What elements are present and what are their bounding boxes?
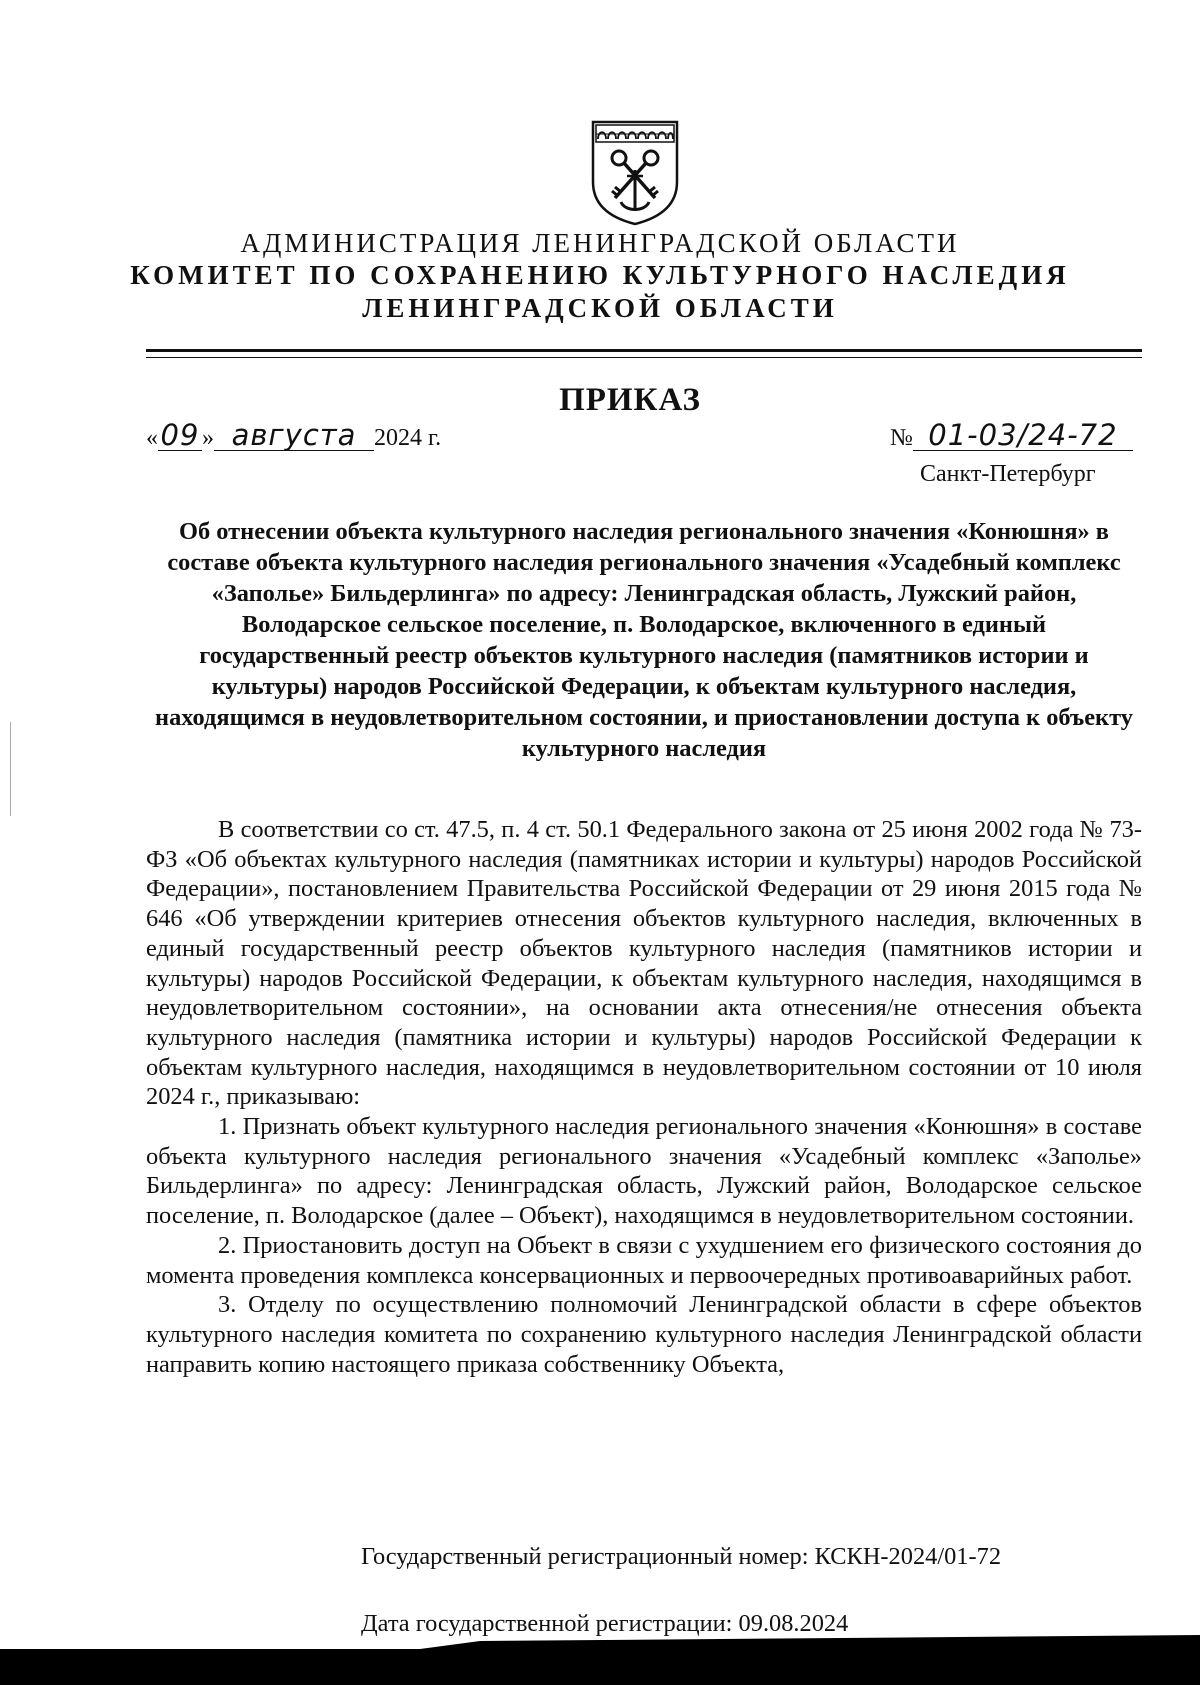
- item-3-paragraph: 3. Отделу по осуществлению полномочий Ленинградской области в сфере объектов культурного наследия комитета по сохранению культурного наследия Ленинградской области направить копию настоящего приказа собственнику Объекта,: [146, 1291, 1142, 1378]
- header-administration: АДМИНИСТРАЦИЯ ЛЕНИНГРАДСКОЙ ОБЛАСТИ: [240, 228, 960, 258]
- order-number: [890, 420, 1133, 452]
- order-subject: Об отнесении объекта культурного наследия регионального значения «Конюшня» в составе объекта культурного наследия регионального значения «Усадебный комплекс «Заполье» Бильдерлинга» по адресу: Ленинградская область, Лужский район, Володарское сельское поселение, п. Володарское, включенного в единый государственный реестр объектов культурного наследия (памятников истории и культуры) народов Российской Федерации, к объектам культурного наследия, находящимся в неудовлетворительном состоянии, и приостановлении доступа к объекту культурного наследия: [155, 518, 1133, 762]
- date-month-field: августа: [214, 420, 374, 451]
- item-2-paragraph: 2. Приостановить доступ на Объект в связи с ухудшением его физического состояния до момента проведения комплекса консервационных и первоочередных противоаварийных работ.: [146, 1231, 1142, 1289]
- number-label: №: [890, 425, 913, 451]
- header-region: ЛЕНИНГРАДСКОЙ ОБЛАСТИ: [362, 293, 838, 323]
- order-body: [146, 815, 1142, 1379]
- date-year: 2024 г.: [374, 425, 442, 451]
- item-1-paragraph: 1. Признать объект культурного наследия регионального значения «Конюшня» в составе объекта культурного наследия регионального значения «Усадебный комплекс «Заполье» Бильдерлинга» по адресу: Ленинградская область, Лужский район, Володарское сельское поселение, п. Володарское (далее – Объект), находящимся в неудовлетворительном состоянии.: [146, 1113, 1142, 1230]
- header-divider-thin: [146, 357, 1142, 358]
- date-close-quote: »: [202, 425, 214, 451]
- city-name: Санкт-Петербург: [920, 461, 1096, 487]
- number-field: 01-03/24-72: [913, 420, 1133, 451]
- registration-number: Государственный регистрационный номер: КСКН-2024/01-72: [361, 1543, 1002, 1570]
- date-open-quote: «: [146, 425, 158, 451]
- preamble-paragraph: В соответствии со ст. 47.5, п. 4 ст. 50.1 Федерального закона от 25 июня 2002 года № 73-ФЗ «Об объектах культурного наследия (памятниках истории и культуры) народов Российской Федерации», постановлением Правительства Российской Федерации от 29 июня 2015 года № 646 «Об утверждении критериев отнесения объектов культурного наследия, включенных в единый государственный реестр объектов культурного наследия (памятников истории и культуры) народов Российской Федерации, к объектам культурного наследия, находящимся в неудовлетворительном состоянии», на основании акта отнесения/не отнесения объекта культурного наследия (памятника истории и культуры) народов Российской Федерации к объектам культурного наследия, находящимся в неудовлетворительном состоянии от 10 июля 2024 г., приказываю:: [146, 816, 1142, 1111]
- scan-bottom-shadow: [0, 1619, 1200, 1685]
- order-date: [146, 420, 441, 452]
- document-title: ПРИКАЗ: [559, 382, 701, 418]
- header-committee: КОМИТЕТ ПО СОХРАНЕНИЮ КУЛЬТУРНОГО НАСЛЕДИЯ: [130, 260, 1070, 290]
- date-day-field: 09: [158, 420, 202, 451]
- header-divider-thick: [146, 349, 1142, 352]
- coat-of-arms-emblem: [589, 120, 681, 226]
- registration-date: Дата государственной регистрации: 09.08.2024: [361, 1610, 849, 1637]
- scan-edge-mark: [10, 722, 11, 816]
